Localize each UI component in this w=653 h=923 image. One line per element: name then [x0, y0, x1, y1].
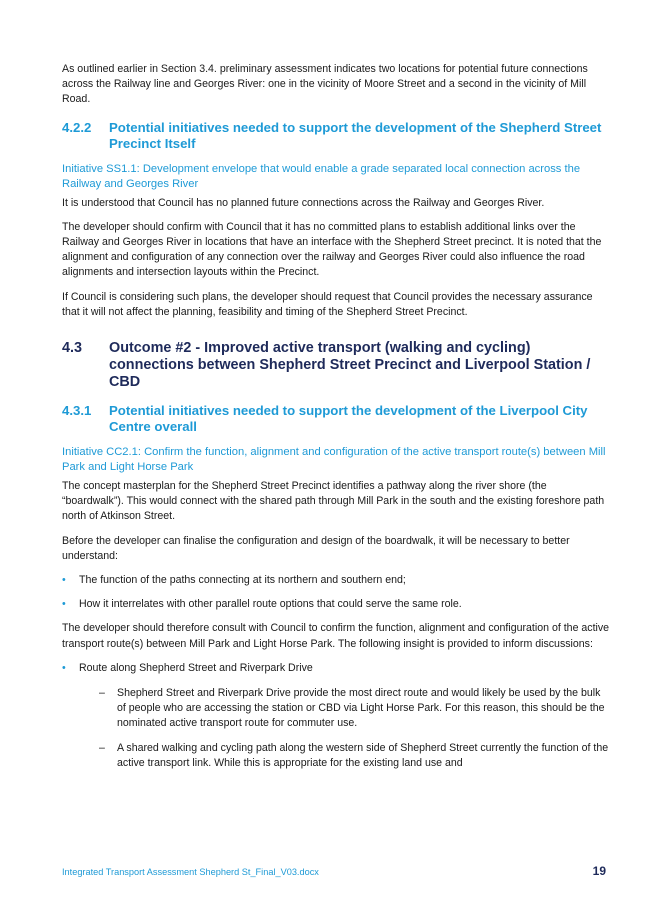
- dash-icon: –: [99, 741, 105, 754]
- initiative-ss1-1-heading: Initiative SS1.1: Development envelope that would enable a grade separated local connection across the Railway and Georges River: [62, 162, 581, 190]
- section-number: 4.2.2: [62, 119, 92, 135]
- section-number: 4.3.1: [62, 403, 92, 419]
- section-heading-4-2-2: [62, 120, 610, 152]
- bullet-list: [62, 661, 610, 771]
- paragraph: The developer should confirm with Council that it has no committed plans to establish additional links over the Railway and Georges River in locations that have an interface with the Shepherd Street precinct. It is noted that the alignment and configuration of any connection over the railway and Georges River could also influence the road alignments and intersection layouts within the Precinct.: [62, 220, 602, 279]
- section-title: Potential initiatives needed to support the development of the Liverpool City Centre overall: [109, 403, 588, 435]
- section-title: Potential initiatives needed to support the development of the Shepherd Street Precinct Itself: [109, 119, 602, 151]
- dash-icon: –: [99, 687, 105, 700]
- footer-document-name: Integrated Transport Assessment Shepherd St_Final_V03.docx: [62, 867, 319, 877]
- paragraph: The concept masterplan for the Shepherd Street Precinct identifies a pathway along the river shore (the “boardwalk”). This would connect with the shared path through Mill Park in the south and the existing foreshore path north of Atkinson Street.: [62, 480, 605, 523]
- section-number: 4.3: [62, 340, 83, 357]
- initiative-cc2-1-heading: Initiative CC2.1: Confirm the function, alignment and configuration of the active transport route(s) between Mill Park and Light Horse Park: [62, 446, 606, 474]
- sub-list-item: – Shepherd Street and Riverpark Drive provide the most direct route and would likely be used by the bulk of people who are accessing the station or CBD via Light Horse Park. For this reason, this should be the nominated active transport route for commuter use.: [99, 687, 605, 730]
- list-item: • How it interrelates with other parallel route options that could serve the same role.: [62, 597, 610, 612]
- paragraph: Before the developer can finalise the configuration and design of the boardwalk, it will be necessary to better understand:: [62, 534, 570, 562]
- intro-paragraph: As outlined earlier in Section 3.4. preliminary assessment indicates two locations for potential future connections across the Railway line and Georges River: one in the vicinity of Moore Street and a second in the vicinity of Mill Road.: [62, 63, 588, 106]
- list-item: • The function of the paths connecting at its northern and southern end;: [62, 573, 610, 588]
- section-title: Outcome #2 - Improved active transport (walking and cycling) connections between Shepherd Street Precinct and Liverpool Station / CBD: [109, 340, 591, 391]
- page-footer: [62, 864, 606, 878]
- sub-list-item: – A shared walking and cycling path along the western side of Shepherd Street currently the function of the active transport link. While this is appropriate for the existing land use and: [99, 741, 609, 769]
- page-body: [62, 62, 610, 780]
- sub-list: [79, 686, 610, 771]
- bullet-icon: •: [62, 598, 66, 611]
- section-heading-4-3-1: [62, 403, 610, 435]
- paragraph: If Council is considering such plans, the developer should request that Council provides the necessary assurance that it will not affect the planning, feasibility and timing of the Shepherd Street Precinct.: [62, 290, 593, 318]
- list-item: • Route along Shepherd Street and Riverpark Drive – Shepherd Street and Riverpark Drive provide the most direct route and would likely be used by the bulk of people who are accessing the station or CBD via Light Horse Park. For this reason, this should be the nominated active transport route for commuter use. – A shared walking and cycling path along the western side of Shepherd Street currently the function of the active transport link. While this is appropriate for the existing land use and: [62, 661, 610, 771]
- bullet-list: [62, 573, 610, 612]
- bullet-icon: •: [62, 574, 66, 587]
- paragraph: The developer should therefore consult with Council to confirm the function, alignment and configuration of the active transport route(s) between Mill Park and Light Horse Park. The following insight is provided to inform discussions:: [62, 622, 610, 650]
- paragraph: It is understood that Council has no planned future connections across the Railway and Georges River.: [62, 196, 545, 209]
- section-heading-4-3: [62, 340, 610, 391]
- bullet-icon: •: [62, 661, 66, 674]
- page-number: 19: [592, 864, 606, 878]
